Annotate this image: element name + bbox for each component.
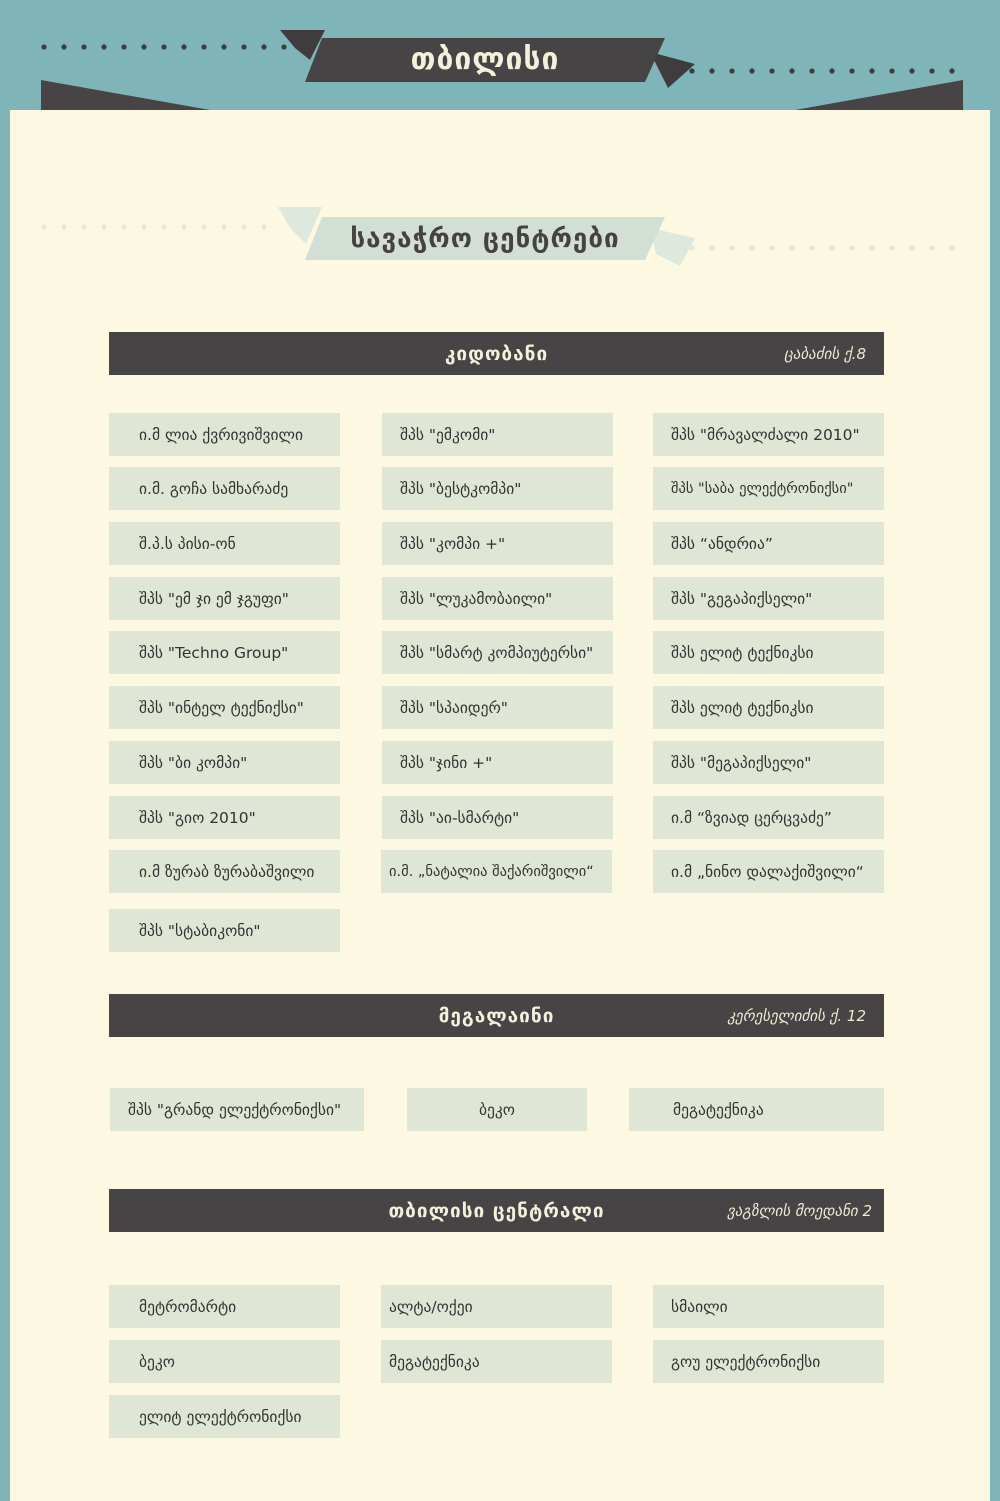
section-header-kidobani: [109, 332, 884, 375]
list-item: შპს "სპაიდერ": [382, 686, 613, 729]
list-item: შპს ელიტ ტექნიკსი: [653, 686, 884, 729]
section-address: ვაგზლის მოედანი 2: [727, 1201, 872, 1220]
list-item: ი.მ. გოჩა სამხარაძე: [109, 467, 340, 510]
list-item: ი.მ. „ნატალია შაქარიშვილი“: [381, 850, 612, 893]
list-item: შპს "ბესტკომპი": [382, 467, 613, 510]
list-item: შპს ელიტ ტექნიკსი: [653, 631, 884, 674]
section-title: მეგალაინი: [438, 1004, 555, 1027]
list-item: შპს "სმარტ კომპიუტერსი": [382, 631, 613, 674]
list-item: ალტა/ოქეი: [381, 1285, 612, 1328]
list-item: შპს "გეგაპიქსელი": [653, 577, 884, 620]
list-item: მეტრომარტი: [109, 1285, 340, 1328]
list-item: შპს "ჯინი +": [382, 741, 613, 784]
list-item: შპს "ინტელ ტექნიქსი": [109, 686, 340, 729]
section-title: კიდობანი: [444, 342, 549, 365]
list-item: ბეკო: [407, 1088, 587, 1131]
city-title: თბილისი: [410, 41, 560, 77]
list-item: შპს "აი-სმარტი": [382, 796, 613, 839]
list-item: ი.მ ზურაბ ზურაბაშვილი: [109, 850, 340, 893]
list-item: ელიტ ელექტრონიქსი: [109, 1395, 340, 1438]
list-item: შპს "ლუკამობაილი": [382, 577, 613, 620]
subtitle: სავაჭრო ცენტრები: [350, 224, 620, 254]
list-item: შპს "ემ ჯი ემ ჯგუფი": [109, 577, 340, 620]
list-item: შპს "კომპი +": [382, 522, 613, 565]
list-item: შპს "სტაბიკონი": [109, 909, 340, 952]
section-header-megalaini: [109, 994, 884, 1037]
list-item: შ.პ.ს პისი-ონ: [109, 522, 340, 565]
list-item: შპს "მეგაპიქსელი": [653, 741, 884, 784]
list-item: მეგატექნიკა: [629, 1088, 884, 1131]
list-item: შპს "ემკომი": [382, 413, 613, 456]
list-item: გოუ ელექტრონიქსი: [653, 1340, 884, 1383]
list-item: შპს "ბი კომპი": [109, 741, 340, 784]
section-title: თბილისი ცენტრალი: [388, 1199, 605, 1222]
list-item: ი.მ „ნინო დალაქიშვილი“: [653, 850, 884, 893]
list-item: შპს "გიო 2010": [109, 796, 340, 839]
list-item: შპს "მრავალძალი 2010": [653, 413, 884, 456]
section-address: ცაბაძის ქ.8: [784, 344, 866, 363]
section-header-tbilisi-central: [109, 1189, 884, 1232]
list-item: სმაილი: [653, 1285, 884, 1328]
list-item: მეგატექნიკა: [381, 1340, 612, 1383]
list-item: ი.მ “ზვიად ცერცვაძე”: [653, 796, 884, 839]
list-item: შპს "Techno Group": [109, 631, 340, 674]
list-item: ბეკო: [109, 1340, 340, 1383]
list-item: შპს "საბა ელექტრონიქსი": [653, 467, 884, 510]
list-item: ი.მ ლია ქვრივიშვილი: [109, 413, 340, 456]
list-item: შპს “ანდრია”: [653, 522, 884, 565]
section-address: კერესელიძის ქ. 12: [727, 1006, 866, 1025]
list-item: შპს "გრანდ ელექტრონიქსი": [110, 1088, 364, 1131]
